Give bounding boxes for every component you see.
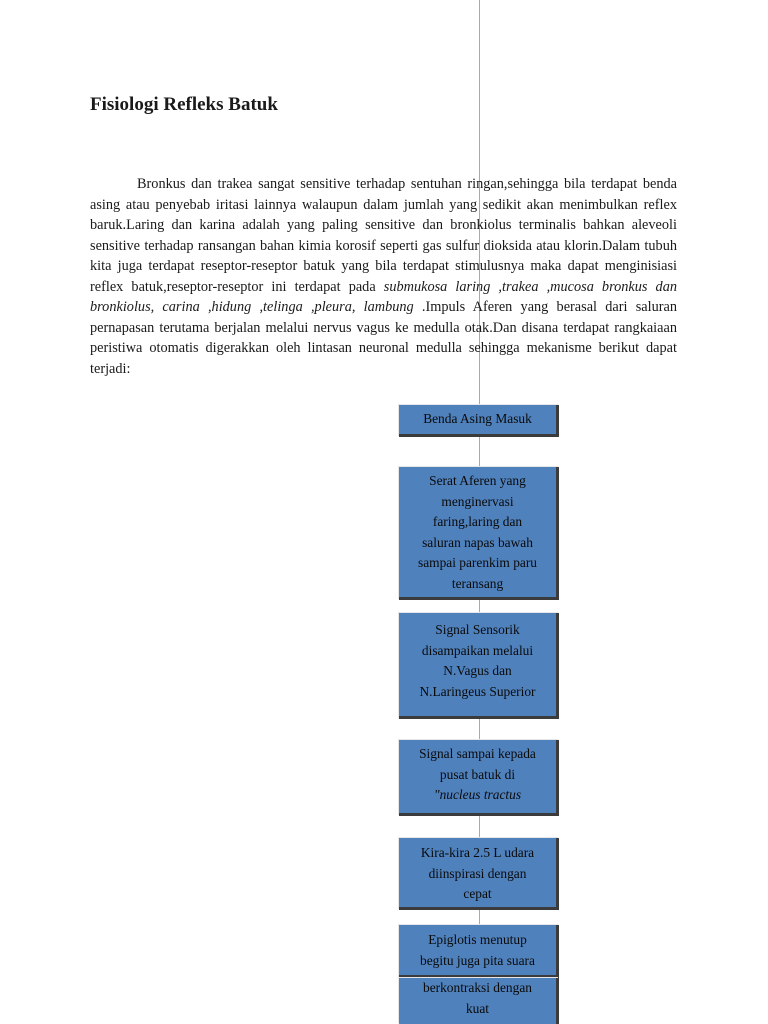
flow-step-signal-sensorik	[399, 613, 559, 719]
paragraph-text-end: .Impuls Aferen yang berasal dari saluran pernapasan terutama berjalan melalui nervus vagus ke medulla otak.Dan disana terdapat rangkaiaan peristiwa otomatis digerakkan oleh lintasan neuronal medulla sehingga mekanisme berikut dapat terjadi:	[90, 299, 677, 377]
flow-step-kontraksi	[399, 978, 559, 1024]
page-title: Fisiologi Refleks Batuk	[90, 94, 278, 115]
paragraph-text-start: Bronkus dan trakea sangat sensitive terhadap sentuhan ringan,sehingga bila terdapat benda asing atau penyebab iritasi lainnya walaupun dalam jumlah yang sedikit akan menimbulkan reflex baruk.Laring dan karina adalah yang paling sensitive dan bronkiolus terminalis bahkan aleveoli sensitive terhadap ransangan bahan kimia korosif seperti gas sulfur dioksida atau klorin.Dalam tubuh kita juga terdapat reseptor-reseptor batuk yang bila terdapat stimulusnya maka dapat menginisiasi reflex batuk,reseptor-reseptor ini terdapat pada	[90, 176, 677, 295]
flow-step-line: Epiglotis menutup	[428, 932, 527, 947]
flow-step-line: berkontraksi dengan	[423, 980, 532, 995]
flow-step-line: menginervasi	[441, 493, 514, 509]
flow-step-line: cepat	[463, 886, 492, 902]
flow-step-line: Kira-kira 2.5 L udara	[420, 845, 535, 860]
flow-step-line: saluran napas bawah	[422, 534, 533, 550]
flow-step-line: teransang	[451, 575, 504, 591]
paragraph-italic-locations: submukosa laring ,trakea ,mucosa bronkus dan bronkiolus, carina ,hidung ,telinga ,pleura, lambung	[90, 278, 677, 315]
flow-step-epiglotis	[399, 925, 559, 978]
flow-step-pusat-batuk	[399, 740, 559, 816]
flow-step-line: faring,laring dan	[432, 514, 523, 530]
flow-step-line: disampaikan melalui	[421, 642, 534, 658]
flow-step-line: Signal sampai kepada	[419, 746, 536, 761]
flow-step-benda-asing	[399, 405, 559, 437]
flow-step-line: kuat	[465, 1000, 490, 1016]
flow-step-line: Serat Aferen yang	[429, 473, 526, 488]
body-paragraph	[90, 174, 677, 379]
flow-step-serat-aferen	[399, 467, 559, 600]
flow-step-line: "nucleus tractus	[433, 787, 522, 803]
flow-step-line: N.Vagus dan	[443, 663, 512, 679]
flow-step-line: Signal Sensorik	[435, 622, 520, 637]
flow-step-line: diinspirasi dengan	[428, 865, 527, 881]
flow-step-line: pusat batuk di	[439, 766, 516, 782]
flow-step-inspirasi	[399, 838, 559, 910]
flow-step-line: N.Laringeus Superior	[419, 683, 536, 699]
flow-step-line: Benda Asing Masuk	[423, 411, 532, 426]
flow-step-line: begitu juga pita suara	[420, 952, 535, 968]
flow-step-line: sampai parenkim paru	[418, 555, 537, 571]
